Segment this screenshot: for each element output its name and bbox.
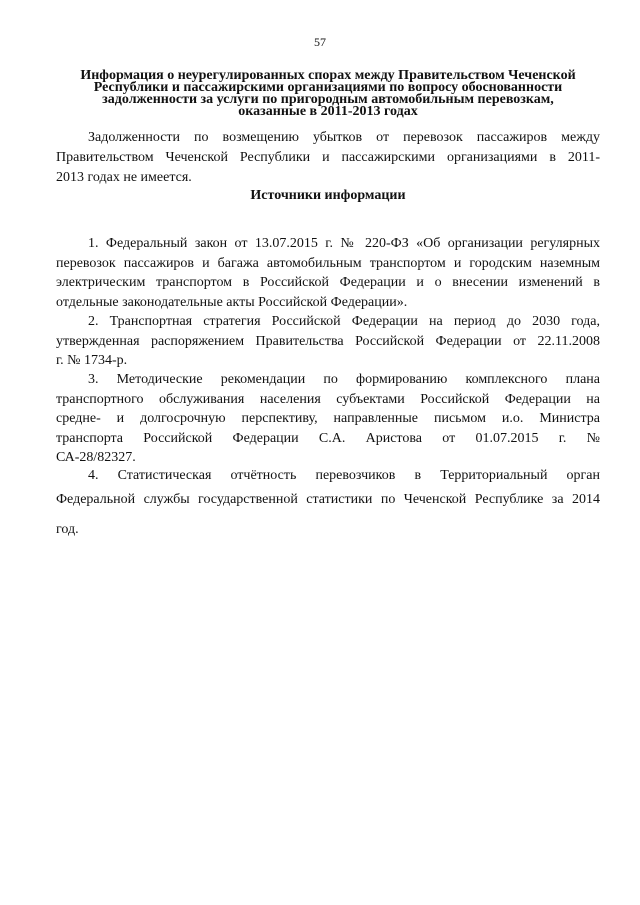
intro-line: 2013 годах не имеется. <box>56 170 192 185</box>
source-item-1 <box>56 234 600 312</box>
source-line: СА-28/82327. <box>56 450 136 465</box>
source-line: отдельные законодательные акты Российской Федерации». <box>56 294 408 310</box>
section-title <box>56 70 600 118</box>
source-line: транспорта Российской Федерации С.А. Аристова от 01.07.2015 г. № <box>56 430 600 446</box>
title-line: Информация о неурегулированных спорах между Правительством Чеченской <box>80 68 576 83</box>
sources-heading: Источники информации <box>250 188 406 203</box>
source-item-4 <box>56 466 600 540</box>
title-line: оказанные в 2011-2013 годах <box>238 104 418 119</box>
intro-paragraph <box>56 128 600 188</box>
title-line: Республики и пассажирскими организациями по вопросу обоснованности <box>93 80 563 95</box>
source-line: утвержденная распоряжением Правительства Российской Федерации от 22.11.2008 <box>56 333 600 349</box>
intro-line: Задолженности по возмещению убытков от перевозок пассажиров между <box>88 130 600 145</box>
page-number: 57 <box>314 35 326 49</box>
source-line: 2. Транспортная стратегия Российской Федерации на период до 2030 года, <box>88 314 600 329</box>
source-line: средне- и долгосрочную перспективу, направленные письмом и.о. Министра <box>56 411 600 426</box>
source-line: 3. Методические рекомендации по формированию комплексного плана <box>88 372 600 387</box>
source-line: электрическим транспортом в Российской Федерации и о внесении изменений в <box>56 275 600 290</box>
source-line: перевозок пассажиров и багажа автомобильным транспортом и городским наземным <box>56 255 600 271</box>
source-item-3 <box>56 370 600 468</box>
source-line: г. № 1734-р. <box>56 353 128 368</box>
source-line: 1. Федеральный закон от 13.07.2015 г. № 220-ФЗ «Об организации регулярных <box>88 236 600 251</box>
source-item-2 <box>56 312 600 371</box>
source-line: транспортного обслуживания населения субъектами Российской Федерации на <box>56 391 600 407</box>
source-line: 4. Статистическая отчётность перевозчиков в Территориальный орган <box>88 468 600 483</box>
source-line: год. <box>56 522 79 537</box>
intro-line: Правительством Чеченской Республики и пассажирскими организациями в 2011- <box>56 150 600 165</box>
title-line: задолженности за услуги по пригородным автомобильным перевозкам, <box>102 92 554 107</box>
source-line: Федеральной службы государственной статистики по Чеченской Республике за 2014 <box>56 492 600 507</box>
